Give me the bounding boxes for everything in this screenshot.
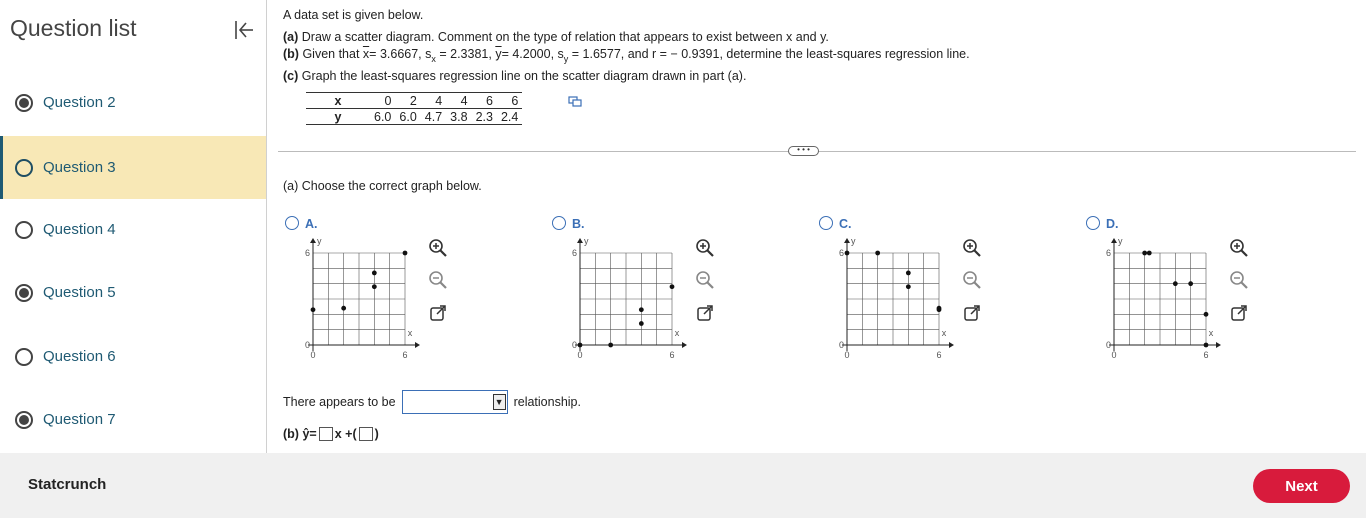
option-b bbox=[552, 216, 802, 366]
y-tick-label: 0 bbox=[838, 340, 844, 350]
data-point bbox=[1173, 281, 1178, 286]
y-axis-arrow bbox=[577, 238, 583, 243]
sidebar-item-label: Question 4 bbox=[43, 221, 116, 238]
question-content bbox=[268, 0, 1366, 453]
zoom-in-button[interactable] bbox=[1228, 237, 1250, 259]
data-point bbox=[311, 307, 316, 312]
y-tick-label: 6 bbox=[1105, 248, 1111, 258]
zoom-out-button[interactable] bbox=[1228, 269, 1250, 291]
table-cell: 2 bbox=[395, 93, 420, 109]
sx-value: = 2.3381, bbox=[439, 47, 492, 61]
table-header-y: y bbox=[306, 109, 370, 125]
y-hat-symbol: ŷ bbox=[302, 427, 310, 441]
data-point bbox=[372, 271, 377, 276]
table-cell: 2.3 bbox=[472, 109, 497, 125]
x-tick-label: 6 bbox=[1203, 350, 1209, 360]
data-point bbox=[372, 284, 377, 289]
x-bar-value: = 3.6667, s bbox=[369, 47, 432, 61]
x-axis-arrow bbox=[1216, 342, 1221, 348]
copy-data-button[interactable] bbox=[568, 95, 582, 113]
x-plus-text: x + bbox=[334, 427, 353, 441]
sidebar-item-question-7[interactable] bbox=[0, 388, 266, 451]
data-point bbox=[608, 343, 613, 348]
unanswered-radio-icon bbox=[15, 221, 33, 239]
pop-out-button[interactable] bbox=[694, 302, 716, 324]
x-axis-arrow bbox=[415, 342, 420, 348]
table-cell: 6 bbox=[497, 93, 522, 109]
option-letter: A. bbox=[305, 217, 318, 231]
data-point bbox=[639, 321, 644, 326]
x-axis-label: x bbox=[1208, 328, 1214, 338]
option-letter: C. bbox=[839, 217, 852, 231]
y-axis-arrow bbox=[310, 238, 316, 243]
data-point bbox=[403, 251, 408, 256]
zoom-out-icon bbox=[961, 269, 983, 291]
table-header-x: x bbox=[306, 93, 370, 109]
part-a-label: (a) bbox=[283, 30, 299, 44]
x-axis-label: x bbox=[674, 328, 680, 338]
x-bar-symbol: $\overline{x}$ bbox=[362, 47, 370, 61]
sidebar-item-question-6[interactable] bbox=[0, 325, 266, 388]
relationship-pre-text: There appears to be bbox=[283, 395, 396, 409]
x-axis-label: x bbox=[941, 328, 947, 338]
table-cell: 0 bbox=[370, 93, 395, 109]
y-tick-label: 0 bbox=[304, 340, 310, 350]
option-d bbox=[1086, 216, 1336, 366]
data-point bbox=[578, 343, 583, 348]
y-axis-label: y bbox=[317, 236, 322, 246]
answered-radio-icon bbox=[15, 94, 33, 112]
table-cell: 6.0 bbox=[370, 109, 395, 125]
part-c-text: Graph the least-squares regression line on the scatter diagram drawn in part (a). bbox=[301, 69, 747, 83]
part-a-text: Draw a scatter diagram. Comment on the type of relation that appears to exist between x and y. bbox=[301, 30, 829, 44]
table-cell: 4 bbox=[421, 93, 446, 109]
y-bar-symbol: $\overline{y}$ bbox=[495, 47, 502, 61]
sy-subscript: y bbox=[563, 54, 569, 64]
next-button[interactable]: Next bbox=[1253, 469, 1350, 503]
zoom-in-icon bbox=[961, 237, 983, 259]
option-c bbox=[819, 216, 1069, 366]
table-cell: 2.4 bbox=[497, 109, 522, 125]
sidebar-item-label: Question 6 bbox=[43, 348, 116, 365]
y-tick-label: 6 bbox=[838, 248, 844, 258]
x-axis-arrow bbox=[682, 342, 687, 348]
option-d-radio[interactable] bbox=[1086, 216, 1100, 230]
pop-out-icon bbox=[961, 302, 983, 324]
y-tick-label: 6 bbox=[571, 248, 577, 258]
option-c-graph bbox=[819, 234, 959, 364]
problem-part-c bbox=[283, 69, 746, 83]
zoom-in-icon bbox=[427, 237, 449, 259]
y-tick-label: 6 bbox=[304, 248, 310, 258]
unanswered-radio-icon bbox=[15, 348, 33, 366]
graph-grid bbox=[580, 253, 672, 345]
zoom-in-button[interactable] bbox=[694, 237, 716, 259]
y-bar-value: = 4.2000, s bbox=[501, 47, 564, 61]
graph-grid bbox=[1114, 253, 1206, 345]
x-axis-label: x bbox=[407, 328, 413, 338]
part-b-answer-label: (b) bbox=[283, 427, 299, 441]
part-c-label: (c) bbox=[283, 69, 299, 83]
sidebar-item-label: Question 7 bbox=[43, 411, 116, 428]
sidebar-title: Question list bbox=[10, 15, 137, 41]
data-point bbox=[937, 306, 942, 311]
data-point bbox=[906, 284, 911, 289]
x-tick-label: 0 bbox=[310, 350, 316, 360]
option-letter: B. bbox=[572, 217, 585, 231]
x-tick-label: 6 bbox=[936, 350, 942, 360]
part-b-label: (b) bbox=[283, 47, 299, 61]
option-a-graph bbox=[285, 234, 425, 364]
sidebar-item-question-5[interactable] bbox=[0, 261, 266, 324]
data-point bbox=[1204, 312, 1209, 317]
sidebar-item-label: Question 5 bbox=[43, 284, 116, 301]
relationship-post-text: relationship. bbox=[513, 395, 581, 409]
y-tick-label: 0 bbox=[1105, 340, 1111, 350]
zoom-out-button[interactable] bbox=[694, 269, 716, 291]
data-point bbox=[1204, 343, 1209, 348]
sidebar-item-question-2[interactable] bbox=[0, 71, 266, 134]
option-b-graph bbox=[552, 234, 692, 364]
data-table bbox=[306, 92, 522, 125]
y-axis-arrow bbox=[844, 238, 850, 243]
x-tick-label: 6 bbox=[669, 350, 675, 360]
y-axis-arrow bbox=[1111, 238, 1117, 243]
x-tick-label: 0 bbox=[577, 350, 583, 360]
option-c-radio[interactable] bbox=[819, 216, 833, 230]
data-point bbox=[1142, 251, 1147, 256]
unanswered-radio-icon bbox=[15, 159, 33, 177]
problem-part-a bbox=[283, 30, 829, 44]
x-tick-label: 0 bbox=[844, 350, 850, 360]
sidebar-item-question-3[interactable] bbox=[0, 136, 266, 199]
zoom-in-icon bbox=[694, 237, 716, 259]
copy-icon bbox=[568, 96, 582, 108]
data-point bbox=[670, 284, 675, 289]
footer-bar bbox=[0, 453, 1366, 518]
y-axis-label: y bbox=[1118, 236, 1123, 246]
zoom-out-icon bbox=[1228, 269, 1250, 291]
graph-grid bbox=[313, 253, 405, 345]
table-cell: 6 bbox=[472, 93, 497, 109]
equals-sign: = bbox=[309, 427, 317, 441]
x-tick-label: 0 bbox=[1111, 350, 1117, 360]
sidebar-item-label: Question 3 bbox=[43, 159, 116, 176]
x-tick-label: 6 bbox=[402, 350, 408, 360]
part-a-prompt: (a) Choose the correct graph below. bbox=[283, 179, 482, 193]
collapse-left-icon bbox=[233, 19, 255, 41]
sidebar-item-question-4[interactable] bbox=[0, 198, 266, 261]
pop-out-button[interactable] bbox=[427, 302, 449, 324]
answered-radio-icon bbox=[15, 411, 33, 429]
sidebar-item-label: Question 2 bbox=[43, 94, 116, 111]
table-row-y bbox=[306, 109, 522, 125]
table-cell: 3.8 bbox=[446, 109, 471, 125]
sy-value: = 1.6577, and r = − 0.9391, determine the least-squares regression line. bbox=[571, 47, 970, 61]
pop-out-icon bbox=[694, 302, 716, 324]
data-point bbox=[639, 307, 644, 312]
y-tick-label: 0 bbox=[571, 340, 577, 350]
x-axis-arrow bbox=[949, 342, 954, 348]
pop-out-icon bbox=[1228, 302, 1250, 324]
pop-out-button[interactable] bbox=[961, 302, 983, 324]
option-b-radio[interactable] bbox=[552, 216, 566, 230]
zoom-in-icon bbox=[1228, 237, 1250, 259]
y-axis-label: y bbox=[584, 236, 589, 246]
data-point bbox=[875, 251, 880, 256]
question-list-sidebar bbox=[0, 0, 267, 453]
table-row-x bbox=[306, 93, 522, 109]
sx-subscript: x bbox=[431, 54, 436, 64]
zoom-in-button[interactable] bbox=[427, 237, 449, 259]
option-d-graph bbox=[1086, 234, 1226, 364]
zoom-in-button[interactable] bbox=[961, 237, 983, 259]
table-cell: 6.0 bbox=[395, 109, 420, 125]
intercept-input[interactable] bbox=[359, 427, 373, 441]
data-point bbox=[906, 271, 911, 276]
zoom-out-icon bbox=[694, 269, 716, 291]
problem-intro: A data set is given below. bbox=[283, 8, 424, 22]
option-a bbox=[285, 216, 535, 366]
collapse-sidebar-button[interactable] bbox=[231, 17, 257, 43]
zoom-out-button[interactable] bbox=[961, 269, 983, 291]
answered-radio-icon bbox=[15, 284, 33, 302]
pop-out-button[interactable] bbox=[1228, 302, 1250, 324]
table-cell: 4.7 bbox=[421, 109, 446, 125]
slope-input[interactable] bbox=[319, 427, 333, 441]
data-point bbox=[845, 251, 850, 256]
problem-part-b bbox=[283, 47, 970, 64]
data-point bbox=[341, 306, 346, 311]
data-point bbox=[1147, 251, 1152, 256]
more-options-handle[interactable]: • • • bbox=[788, 146, 819, 156]
zoom-out-icon bbox=[427, 269, 449, 291]
pop-out-icon bbox=[427, 302, 449, 324]
option-letter: D. bbox=[1106, 217, 1119, 231]
dropdown-arrow-icon: ▼ bbox=[493, 394, 506, 410]
relationship-dropdown[interactable] bbox=[402, 390, 508, 414]
data-point bbox=[1188, 281, 1193, 286]
part-b-text: Given that bbox=[302, 47, 360, 61]
part-b-answer-row: (b) ŷ = x + ( ) bbox=[283, 427, 379, 441]
relationship-row bbox=[283, 390, 581, 414]
graph-grid bbox=[847, 253, 939, 345]
y-axis-label: y bbox=[851, 236, 856, 246]
option-a-radio[interactable] bbox=[285, 216, 299, 230]
table-cell: 4 bbox=[446, 93, 471, 109]
zoom-out-button[interactable] bbox=[427, 269, 449, 291]
statcrunch-link[interactable]: Statcrunch bbox=[28, 476, 107, 493]
